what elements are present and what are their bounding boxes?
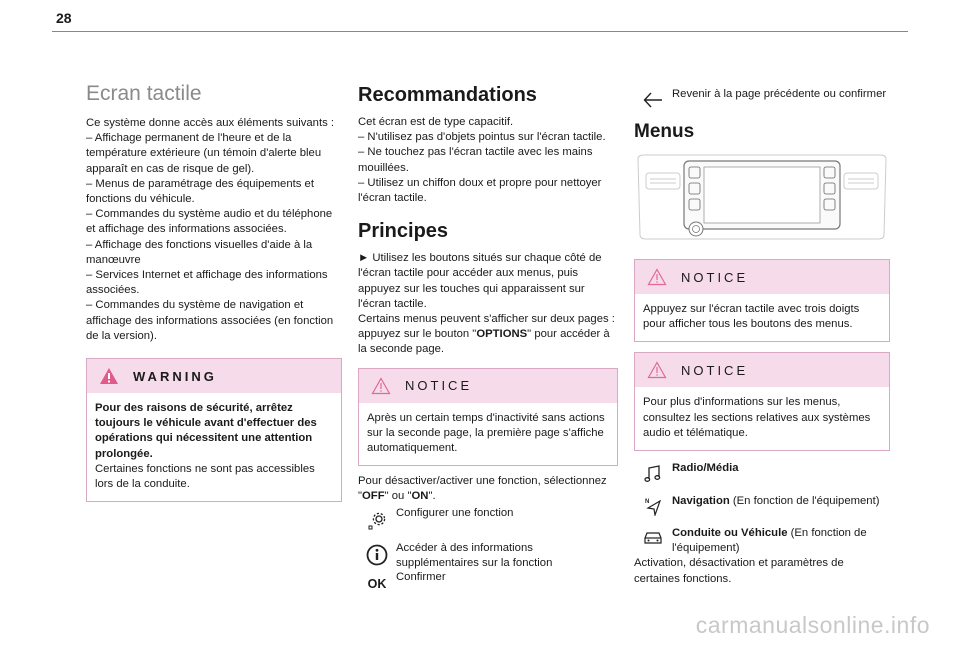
notice-header [635, 353, 889, 387]
warning-box [86, 358, 342, 502]
warning-text: Certaines fonctions ne sont pas accessibles lors de la conduite. [95, 462, 315, 491]
list-item: – Utilisez un chiffon doux et propre pour nettoyer l'écran tactile. [358, 176, 602, 205]
list-item: – Ne touchez pas l'écran tactile avec les mains mouillées. [358, 146, 593, 174]
info-text: Accéder à des informations supplémentaires sur la fonction [396, 541, 553, 569]
page-number: 28 [56, 10, 72, 26]
list-item: – N'utilisez pas d'objets pointus sur l'écran tactile. [358, 131, 606, 144]
warning-title: WARNING [133, 368, 217, 384]
radio-media-row [634, 461, 890, 484]
touchscreen-illustration [634, 151, 890, 243]
list-item: – Commandes du système de navigation et affichage des informations associées (en fonction de la version). [86, 299, 334, 342]
column-3 [634, 87, 890, 587]
vehicle-text: Conduite ou Véhicule (En fonction de l'équipement) [672, 527, 867, 555]
notice-text: Après un certain temps d'inactivité sans actions sur la seconde page, la première page s'affiche automatiquement. [367, 411, 605, 455]
warning-header [87, 359, 341, 393]
section-title-principes: Principes [358, 220, 449, 243]
navigation-text: Navigation (En fonction de l'équipement) [672, 495, 880, 508]
principles-paragraph: ► Utilisez les boutons situés sur chaque côté de l'écran tactile pour accéder aux menus, puis appuyez sur les touches qui apparaissent sur l'écran tactile. [358, 252, 602, 310]
navigation-arrow-icon [643, 496, 663, 516]
confirm-text: Confirmer [396, 571, 446, 584]
list-item: – Services Internet et affichage des informations associées. [86, 269, 328, 297]
vehicle-description: Activation, désactivation et paramètres de certaines fonctions. [634, 557, 844, 585]
configure-gear-icon [367, 511, 387, 531]
info-icon [366, 544, 388, 566]
car-icon [642, 529, 664, 547]
back-arrow-icon [642, 89, 664, 111]
vehicle-row [634, 526, 890, 556]
notice-box-1 [634, 259, 890, 342]
warning-bold-text: Pour des raisons de sécurité, arrêtez toujours le véhicule avant d'effectuer des opérations qui nécessitent une attention prolongée. [95, 402, 317, 460]
column-2 [358, 80, 618, 591]
top-divider [52, 31, 908, 32]
column-1 [86, 80, 342, 502]
ok-icon: OK [367, 577, 387, 592]
notice-header [635, 260, 889, 294]
list-item: – Affichage des fonctions visuelles d'aide à la manœuvre [86, 238, 313, 266]
svg-text:N: N [645, 499, 650, 506]
warning-triangle-icon [99, 367, 119, 385]
footer-watermark: carmanualsonline.info [695, 612, 930, 638]
notice-title: NOTICE [405, 378, 473, 394]
configure-row [358, 506, 618, 531]
back-text: Revenir à la page précédente ou confirmer [672, 88, 887, 100]
intro-text: Cet écran est de type capacitif. [358, 116, 514, 128]
notice-header [359, 369, 617, 403]
info-row [358, 541, 618, 571]
confirm-row [358, 570, 618, 591]
notice-title: NOTICE [681, 269, 749, 285]
notice-triangle-icon [371, 377, 391, 395]
notice-title: NOTICE [681, 362, 749, 378]
music-note-icon [643, 464, 663, 484]
section-title-recommandations: Recommandations [358, 84, 537, 106]
intro-text: Ce système donne accès aux éléments suivants : [86, 117, 335, 129]
notice-text: Appuyez sur l'écran tactile avec trois doigts pour afficher tous les boutons des menus. [643, 303, 860, 331]
list-item: – Menus de paramétrage des équipements et fonctions du véhicule. [86, 177, 314, 206]
navigation-row [634, 494, 890, 516]
notice-box-2 [634, 352, 890, 451]
back-row [634, 87, 890, 111]
section-title-ecran-tactile: Ecran tactile [86, 82, 202, 105]
principles-options-paragraph: Certains menus peuvent s'afficher sur deux pages : appuyez sur le bouton "OPTIONS" pour accéder à la seconde page. [358, 313, 615, 356]
section-title-menus: Menus [634, 121, 695, 142]
list-item: – Affichage permanent de l'heure et de la température extérieure (un témoin d'alerte bleu apparaît en cas de risque de gel). [86, 132, 322, 175]
list-item: – Commandes du système audio et du téléphone et affichage des informations associées. [86, 208, 333, 236]
radio-media-label: Radio/Média [672, 462, 739, 475]
notice-box [358, 368, 618, 467]
notice-triangle-icon [647, 361, 667, 379]
toggle-paragraph: Pour désactiver/activer une fonction, sélectionnez "OFF" ou "ON". [358, 475, 607, 503]
configure-text: Configurer une fonction [396, 506, 514, 519]
notice-text: Pour plus d'informations sur les menus, consultez les sections relatives aux systèmes audio et télématique. [643, 396, 871, 439]
notice-triangle-icon [647, 268, 667, 286]
